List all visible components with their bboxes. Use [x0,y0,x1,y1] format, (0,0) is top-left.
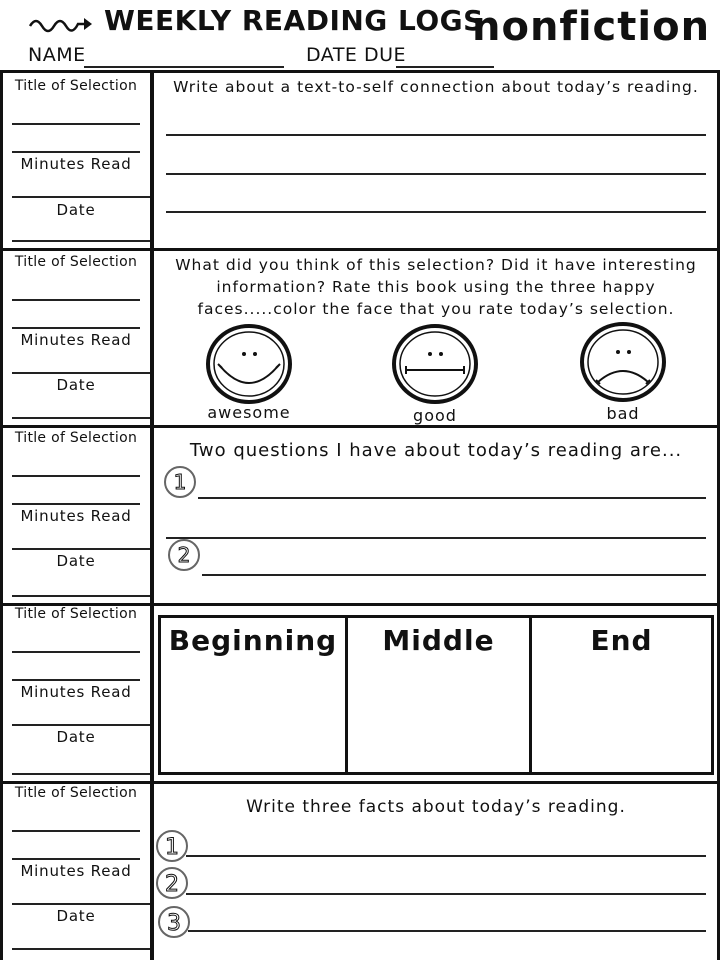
minutes-read-field[interactable] [12,372,150,374]
svg-text:2: 2 [165,872,179,897]
sad-face-icon[interactable] [578,320,668,404]
neutral-face-icon[interactable] [390,322,480,406]
minutes-read-field[interactable] [12,196,150,198]
date-label: Date [56,376,96,394]
minutes-read-label: Minutes Read [20,507,132,525]
title-of-selection-field[interactable] [12,858,140,860]
minutes-read-label: Minutes Read [20,155,132,173]
title-of-selection-field[interactable] [12,830,140,832]
title-of-selection-label: Title of Selection [14,606,138,622]
title-of-selection-field[interactable] [12,503,140,505]
row-divider [0,248,720,251]
page-title: WEEKLY READING LOGS [104,4,484,37]
title-of-selection-field[interactable] [12,475,140,477]
title-of-selection-field[interactable] [12,151,140,153]
title-of-selection-label: Title of Selection [14,785,138,801]
minutes-read-field[interactable] [12,724,150,726]
minutes-read-label: Minutes Read [20,683,132,701]
number-1-icon [163,465,197,499]
title-of-selection-label: Title of Selection [14,254,138,270]
title-of-selection-label: Title of Selection [14,78,138,94]
awesome-label: awesome [207,403,291,422]
good-label: good [413,406,457,425]
row-divider [0,425,720,428]
date-due-field[interactable] [396,66,494,68]
end-column[interactable]: End [590,624,653,657]
row-divider [0,781,720,784]
writing-line[interactable] [202,574,706,576]
section-5-prompt: Write three facts about today’s reading. [246,797,626,817]
bad-label: bad [606,404,640,423]
minutes-read-label: Minutes Read [20,862,132,880]
minutes-read-field[interactable] [12,548,150,550]
date-field[interactable] [12,773,150,775]
genre-label: nonfiction [472,4,711,50]
minutes-read-field[interactable] [12,903,150,905]
title-of-selection-field[interactable] [12,299,140,301]
writing-line[interactable] [186,855,706,857]
writing-line[interactable] [166,134,706,136]
middle-column[interactable]: Middle [382,624,495,657]
title-of-selection-field[interactable] [12,679,140,681]
writing-line[interactable] [166,211,706,213]
date-due-label: DATE DUE [306,44,407,66]
date-field[interactable] [12,595,150,597]
minutes-read-label: Minutes Read [20,331,132,349]
title-of-selection-label: Title of Selection [14,430,138,446]
date-field[interactable] [12,240,150,242]
writing-line[interactable] [198,497,706,499]
number-2-icon [167,538,201,572]
date-label: Date [56,907,96,925]
writing-line[interactable] [186,893,706,895]
svg-text:1: 1 [173,470,187,494]
title-of-selection-field[interactable] [12,123,140,125]
section-1-prompt: Write about a text-to-self connection about today’s reading. [173,78,699,96]
writing-line[interactable] [166,537,706,539]
name-label: NAME [28,44,86,66]
date-field[interactable] [12,417,150,419]
number-3-icon [157,905,191,939]
svg-text:2: 2 [177,543,191,567]
number-2-icon [155,866,189,900]
svg-text:1: 1 [165,835,179,860]
name-field[interactable] [84,66,284,68]
date-field[interactable] [12,948,150,950]
date-label: Date [56,728,96,746]
date-label: Date [56,201,96,219]
title-of-selection-field[interactable] [12,327,140,329]
beginning-middle-end-table [158,615,714,775]
squiggle-arrow-icon [28,12,98,34]
number-1-icon [155,829,189,863]
section-2-prompt: What did you think of this selection? Did it have interesting information? Rate this book using the three happy faces.....color the face that you rate today’s selection. [175,256,697,318]
svg-text:3: 3 [167,911,181,936]
happy-face-icon[interactable] [204,322,294,406]
writing-line[interactable] [166,173,706,175]
beginning-column[interactable]: Beginning [168,624,338,657]
date-label: Date [56,552,96,570]
title-of-selection-field[interactable] [12,651,140,653]
section-3-prompt: Two questions I have about today’s reading are... [189,440,683,461]
writing-line[interactable] [188,930,706,932]
